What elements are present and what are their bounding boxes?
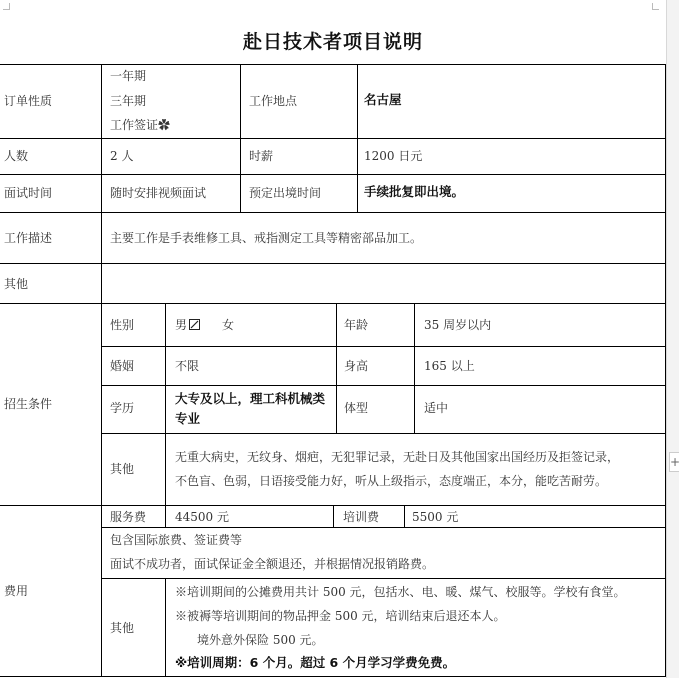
height-label: 身高: [344, 359, 369, 373]
other-label: 其他: [4, 277, 29, 291]
interview-value: 随时安排视频面试: [110, 186, 207, 200]
table-rule: [165, 303, 166, 433]
table-rule: [0, 676, 666, 677]
table-rule: [414, 303, 415, 433]
table-rule: [165, 505, 166, 527]
fees-label: 费用: [4, 584, 29, 598]
table-rule: [101, 385, 666, 386]
gender-male: 男: [175, 318, 188, 332]
fees-other-line: ※被褥等培训期间的物品押金 500 元，培训结束后退还本人。: [175, 609, 506, 623]
recruit-other-line: 无重大病史，无纹身、烟疤，无犯罪记录，无赴日及其他国家出国经历及拒签记录，: [175, 450, 620, 464]
headcount-value: 2 人: [110, 149, 134, 163]
headcount-label: 人数: [4, 149, 29, 163]
table-rule: [357, 64, 358, 212]
table-rule: [101, 527, 666, 528]
wage-label: 时薪: [249, 149, 274, 163]
body-label: 体型: [344, 401, 369, 415]
table-rule: [0, 303, 666, 304]
marriage-value: 不限: [175, 359, 200, 373]
order-label: 订单性质: [4, 94, 53, 108]
recruit-other-line: 不色盲、色弱，日语接受能力好，听从上级指示，态度端正，本分，能吃苦耐劳。: [175, 474, 608, 488]
training-fee-label: 培训费: [343, 510, 380, 524]
fees-other-line: 境外意外保险 500 元。: [197, 633, 324, 647]
table-rule: [101, 578, 666, 579]
wage-value: 1200 日元: [364, 149, 423, 163]
location-value: 名古屋: [364, 92, 402, 107]
fees-other-line: ※培训周期：6 个月。超过 6 个月学习学费免费。: [175, 655, 456, 670]
location-label: 工作地点: [249, 94, 298, 108]
page-corner-mark: [3, 3, 10, 10]
interview-label: 面试时间: [4, 186, 53, 200]
fees-note: 面试不成功者，面试保证金全额退还，并根据情况报销路费。: [110, 557, 435, 571]
gender-female: 女: [222, 318, 235, 332]
table-rule: [101, 346, 666, 347]
table-rule: [333, 505, 334, 527]
gender-label: 性别: [110, 318, 135, 332]
education-value: 大专及以上，理工科机械类专业: [175, 391, 326, 426]
education-label: 学历: [110, 401, 135, 415]
page-title: 赴日技术者项目说明: [242, 31, 423, 53]
height-value: 165 以上: [424, 359, 475, 373]
marriage-label: 婚姻: [110, 359, 135, 373]
age-value: 35 周岁以内: [424, 318, 492, 332]
order-option: 工作签证✿: [110, 118, 171, 132]
table-rule: [165, 578, 166, 676]
fees-other-line: ※培训期间的公摊费用共计 500 元，包括水、电、暖、煤气、校服等。学校有食堂。: [175, 585, 626, 599]
departure-label: 预定出境时间: [249, 186, 322, 200]
table-rule: [0, 174, 666, 175]
table-rule: [240, 64, 241, 212]
recruit-other-label: 其他: [110, 462, 135, 476]
fees-other-label: 其他: [110, 621, 135, 635]
departure-value: 手续批复即出境。: [364, 184, 465, 199]
fees-note: 包含国际旅费、签证费等: [110, 533, 243, 547]
table-rule: [0, 64, 666, 65]
age-label: 年龄: [344, 318, 369, 332]
window-edge: [666, 0, 679, 678]
page-corner-mark: [652, 3, 659, 10]
expand-plus-icon[interactable]: +: [669, 452, 679, 472]
service-fee-label: 服务费: [110, 510, 147, 524]
table-rule: [165, 433, 166, 505]
job-value: 主要工作是手表维修工具、戒指测定工具等精密部品加工。: [110, 231, 423, 245]
order-option: 三年期: [110, 94, 147, 108]
table-rule: [101, 64, 102, 676]
table-rule: [101, 433, 666, 434]
table-rule: [336, 303, 337, 433]
checkbox-checked-icon: [189, 319, 200, 330]
service-fee-value: 44500 元: [175, 510, 229, 524]
table-rule: [0, 263, 666, 264]
table-rule: [0, 212, 666, 213]
training-fee-value: 5500 元: [412, 510, 459, 524]
body-value: 适中: [424, 401, 449, 415]
table-rule: [0, 138, 666, 139]
order-option: 一年期: [110, 69, 147, 83]
table-rule: [404, 505, 405, 527]
job-label: 工作描述: [4, 231, 53, 245]
recruit-label: 招生条件: [4, 397, 53, 411]
